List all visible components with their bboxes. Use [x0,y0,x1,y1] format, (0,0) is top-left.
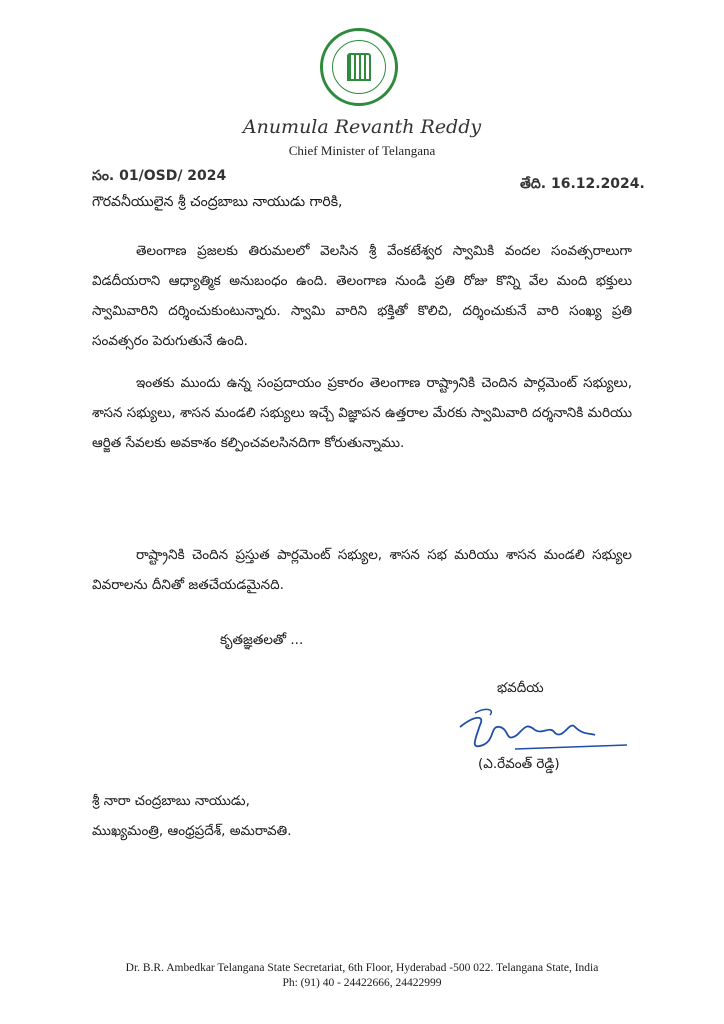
body-paragraph: రాష్ట్రానికి చెందిన ప్రస్తుత పార్లమెంట్ సభ్యుల, శాసన సభ మరియు శాసన మండలి సభ్యుల వివరాలను దీనితో జతచేయడమైనది. [92,547,632,593]
footer-address: Dr. B.R. Ambedkar Telangana State Secretariat, 6th Floor, Hyderabad -500 022. Telangana State, India [125,962,599,974]
letterhead-designation: Chief Minister of Telangana [288,143,436,158]
reference-number: సం. 01/OSD/ 2024 [92,168,227,184]
signer-name: (ఎ.రేవంత్ రెడ్డి) [478,756,560,772]
letterhead-name: Anumula Revanth Reddy [242,116,482,138]
telangana-emblem [320,28,398,106]
addressee-designation: ముఖ్యమంత్రి, ఆంధ్రప్రదేశ్, అమరావతి. [92,823,292,839]
letter-date: తేది. 16.12.2024. [520,176,645,192]
addressee-name: శ్రీ నారా చంద్రబాబు నాయుడు, [92,793,250,809]
signature [455,705,630,755]
body-paragraph: ఇంతకు ముందు ఉన్న సంప్రదాయం ప్రకారం తెలంగాణ రాష్ట్రానికి చెందిన పార్లమెంట్ సభ్యులు, శాసన సభ్యులు, శాసన మండలి సభ్యులు ఇచ్చే విజ్ఞాపన ఉత్తరాల మేరకు స్వామివారి దర్శనానికి మరియు ఆర్జిత సేవలకు అవకాశం కల్పించవలసినదిగా కోరుతున్నాము. [92,375,632,451]
closing: కృతజ్ఞతలతో ... [220,632,304,648]
salutation: గౌరవనీయులైన శ్రీ చంద్రబాబు నాయుడు గారికి, [92,194,343,210]
valediction: భవదీయ [497,680,544,696]
footer-phone: Ph: (91) 40 - 24422666, 24422999 [282,977,442,989]
body-paragraph: తెలంగాణ ప్రజలకు తిరుమలలో వెలసిన శ్రీ వేంకటేశ్వర స్వామికి వందల సంవత్సరాలుగా విడదీయరాని ఆధ్యాత్మిక అనుబంధం ఉంది. తెలంగాణ నుండి ప్రతి రోజు కొన్ని వేల మంది భక్తులు స్వామివారిని దర్శించుకుంటున్నారు. స్వామి వారిని భక్తితో కొలిచి, దర్శించుకునే వారి సంఖ్య ప్రతి సంవత్సరం పెరుగుతునే ఉంది. [92,243,632,349]
